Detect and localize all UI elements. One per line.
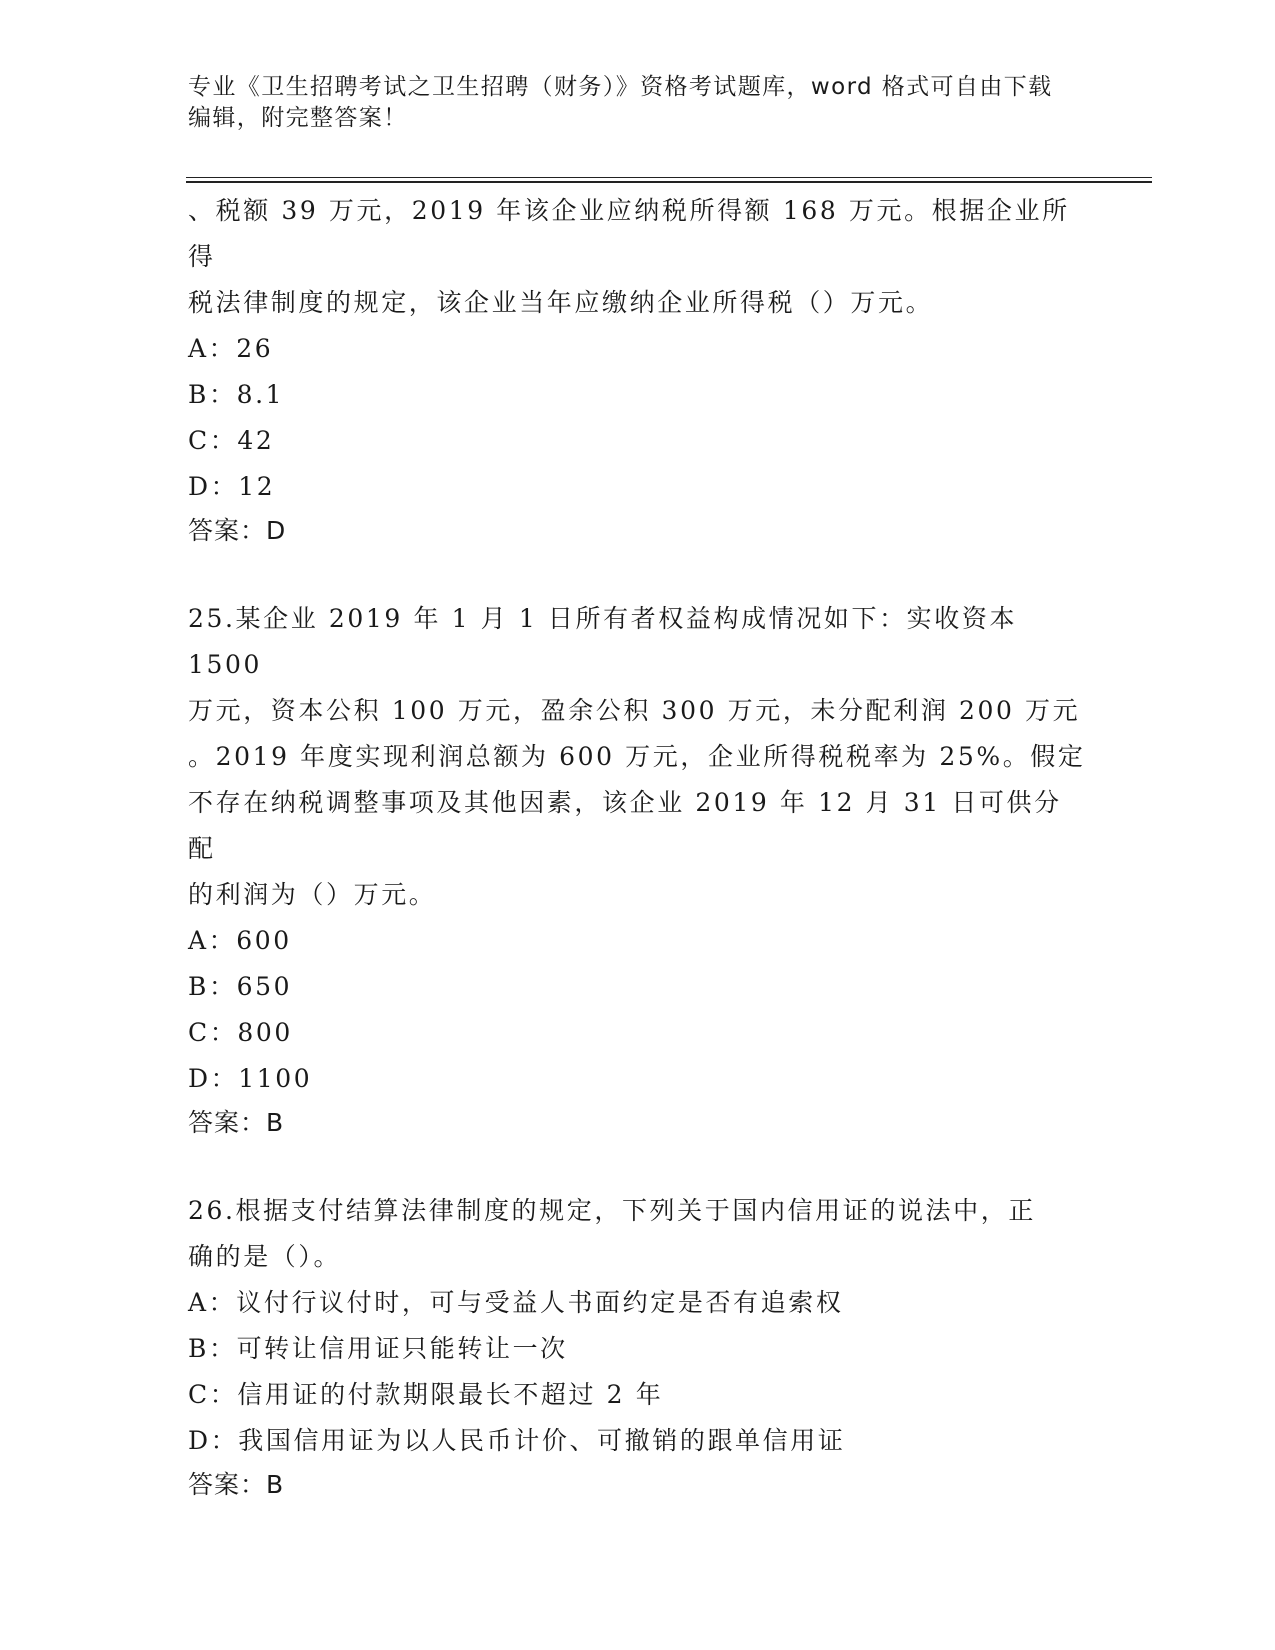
- option-c: C：信用证的付款期限最长不超过 2 年: [188, 1380, 664, 1409]
- option-c: C：800: [188, 1018, 293, 1047]
- option-c: C：42: [188, 426, 275, 455]
- option-a: A：600: [188, 926, 292, 955]
- question-stem-line: 不存在纳税调整事项及其他因素，该企业 2019 年 12 月 31 日可供分配: [188, 788, 1062, 863]
- question-stem-line: 万元，资本公积 100 万元，盈余公积 300 万元，未分配利润 200 万元: [188, 696, 1081, 725]
- option-b: B：8.1: [188, 380, 285, 409]
- option-b: B：可转让信用证只能转让一次: [188, 1334, 568, 1363]
- spacer: [188, 1144, 1088, 1188]
- question-26: [188, 1188, 1088, 1506]
- header-divider-bottom: [186, 181, 1152, 183]
- question-stem-line: 26.根据支付结算法律制度的规定，下列关于国内信用证的说法中，正: [188, 1196, 1036, 1225]
- answer: 答案：D: [188, 516, 287, 545]
- option-d: D：我国信用证为以人民币计价、可撤销的跟单信用证: [188, 1426, 846, 1455]
- header-line-1: 专业《卫生招聘考试之卫生招聘（财务）》资格考试题库，word 格式可自由下载: [188, 74, 1053, 100]
- option-d: D：12: [188, 472, 276, 501]
- document-header: [188, 72, 1068, 134]
- question-stem-line: 确的是（）。: [188, 1242, 342, 1271]
- question-stem-line: 税法律制度的规定，该企业当年应缴纳企业所得税（）万元。: [188, 288, 934, 317]
- question-stem-line: 、税额 39 万元，2019 年该企业应纳税所得额 168 万元。根据企业所得: [188, 196, 1070, 271]
- question-24: [188, 188, 1088, 552]
- question-stem-line: 的利润为（）万元。: [188, 880, 437, 909]
- question-25: [188, 596, 1088, 1144]
- question-list: [188, 188, 1088, 1506]
- spacer: [188, 552, 1088, 596]
- option-a: A：26: [188, 334, 274, 363]
- answer: 答案：B: [188, 1470, 285, 1499]
- question-stem-line: 25.某企业 2019 年 1 月 1 日所有者权益构成情况如下：实收资本 1500: [188, 604, 1018, 679]
- option-d: D：1100: [188, 1064, 313, 1093]
- option-a: A：议付行议付时，可与受益人书面约定是否有追索权: [188, 1288, 844, 1317]
- header-divider-top: [186, 177, 1152, 178]
- question-stem-line: 。2019 年度实现利润总额为 600 万元，企业所得税税率为 25%。假定: [188, 742, 1086, 771]
- answer: 答案：B: [188, 1108, 285, 1137]
- header-line-2: 编辑，附完整答案！: [188, 105, 408, 131]
- option-b: B：650: [188, 972, 293, 1001]
